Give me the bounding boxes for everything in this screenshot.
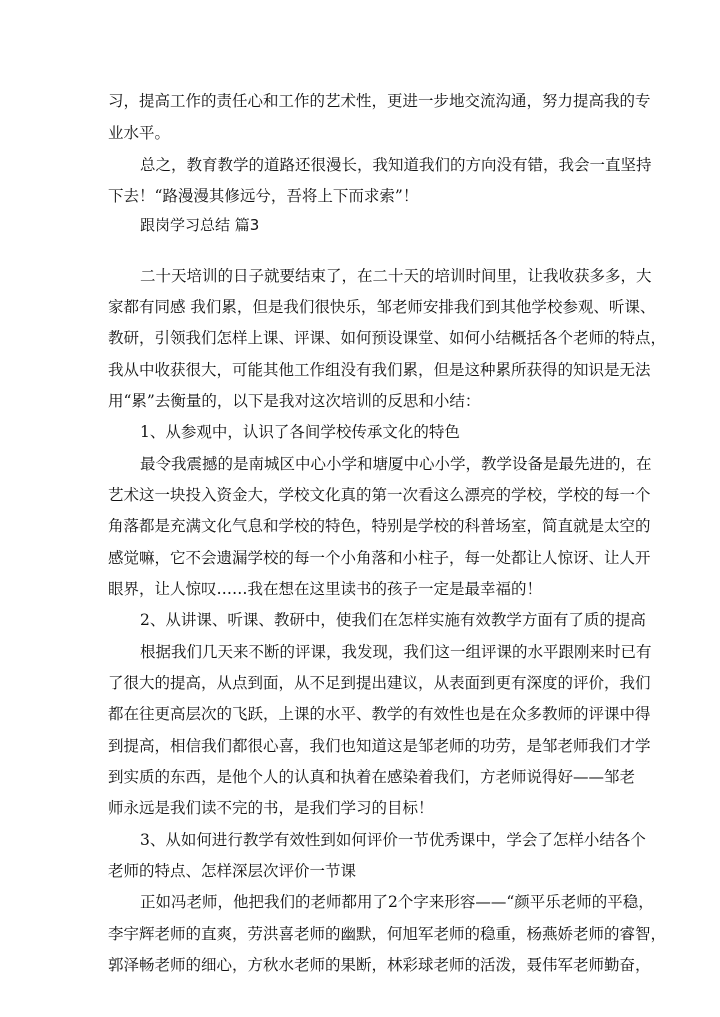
paragraph-line: 根据我们几天来不断的评课，我发现，我们这一组评课的水平跟刚来时已有 [140,643,652,661]
paragraph-line: 总之，教育教学的道路还很漫长，我知道我们的方向没有错，我会一直坚持 [140,156,652,174]
paragraph-line: 眼界，让人惊叹……我在想在这里读书的孩子一定是最幸福的！ [108,580,543,598]
paragraph-line: 下去！“路漫漫其修远兮，吾将上下而求索”！ [108,187,419,205]
paragraph-line: 角落都是充满文化气息和学校的特色，特别是学校的科普场室，简直就是太空的 [108,517,651,535]
paragraph-line: 正如冯老师，他把我们的老师都用了2个字来形容——“颜平乐老师的平稳， [140,893,654,911]
paragraph-line: 到实质的东西，是他个人的认真和执着在感染着我们，方老师说得好——邹老 [108,768,636,786]
paragraph-line: 用“累”去衡量的，以下是我对这次培训的反思和小结： [108,392,481,410]
paragraph-line: 都在往更高层次的飞跃，上课的水平、教学的有效性也是在众多教师的评课中得 [108,705,651,723]
point-title: 3、从如何进行教学有效性到如何评价一节优秀课中，学会了怎样小结各个 [140,831,646,849]
paragraph-line: 教研，引领我们怎样上课、评课、如何预设课堂、如何小结概括各个老师的特点， [108,329,667,347]
paragraph-line: 最令我震撼的是南城区中心小学和塘厦中心小学，教学设备是最先进的，在 [140,455,652,473]
point-title: 老师的特点、怎样深层次评价一节课 [108,862,357,880]
paragraph-line: 感觉嘛，它不会遗漏学校的每一个小角落和小柱子，每一处都让人惊讶、让人开 [108,549,651,567]
paragraph-line: 了很大的提高，从点到面，从不足到提出建议，从表面到更有深度的评价，我们 [108,674,651,692]
paragraph-line: 郭泽畅老师的细心，方秋水老师的果断，林彩球老师的活泼，聂伟军老师勤奋， [108,956,651,974]
paragraph-line: 艺术这一块投入资金大，学校文化真的第一次看这么漂亮的学校，学校的每一个 [108,486,651,504]
section-heading: 跟岗学习总结 篇3 [140,216,260,234]
paragraph-line: 家都有同感 我们累，但是我们很快乐，邹老师安排我们到其他学校参观、听课、 [108,298,656,316]
paragraph-line: 我从中收获很大，可能其他工作组没有我们累，但是这种累所获得的知识是无法 [108,361,651,379]
paragraph-line: 李宇辉老师的直爽，劳洪喜老师的幽默，何旭军老师的稳重，杨燕娇老师的睿智， [108,925,667,943]
paragraph-line: 二十天培训的日子就要结束了，在二十天的培训时间里，让我收获多多，大 [140,267,652,285]
point-title: 2、从讲课、听课、教研中，使我们在怎样实施有效教学方面有了质的提高 [140,611,646,629]
paragraph-line: 师永远是我们读不完的书，是我们学习的目标！ [108,799,434,817]
paragraph-line: 习，提高工作的责任心和工作的艺术性，更进一步地交流沟通，努力提高我的专 [108,92,651,110]
point-title: 1、从参观中，认识了各间学校传承文化的特色 [140,423,460,441]
paragraph-line: 业水平。 [108,124,171,142]
paragraph-line: 到提高，相信我们都很心喜，我们也知道这是邹老师的功劳，是邹老师我们才学 [108,737,651,755]
